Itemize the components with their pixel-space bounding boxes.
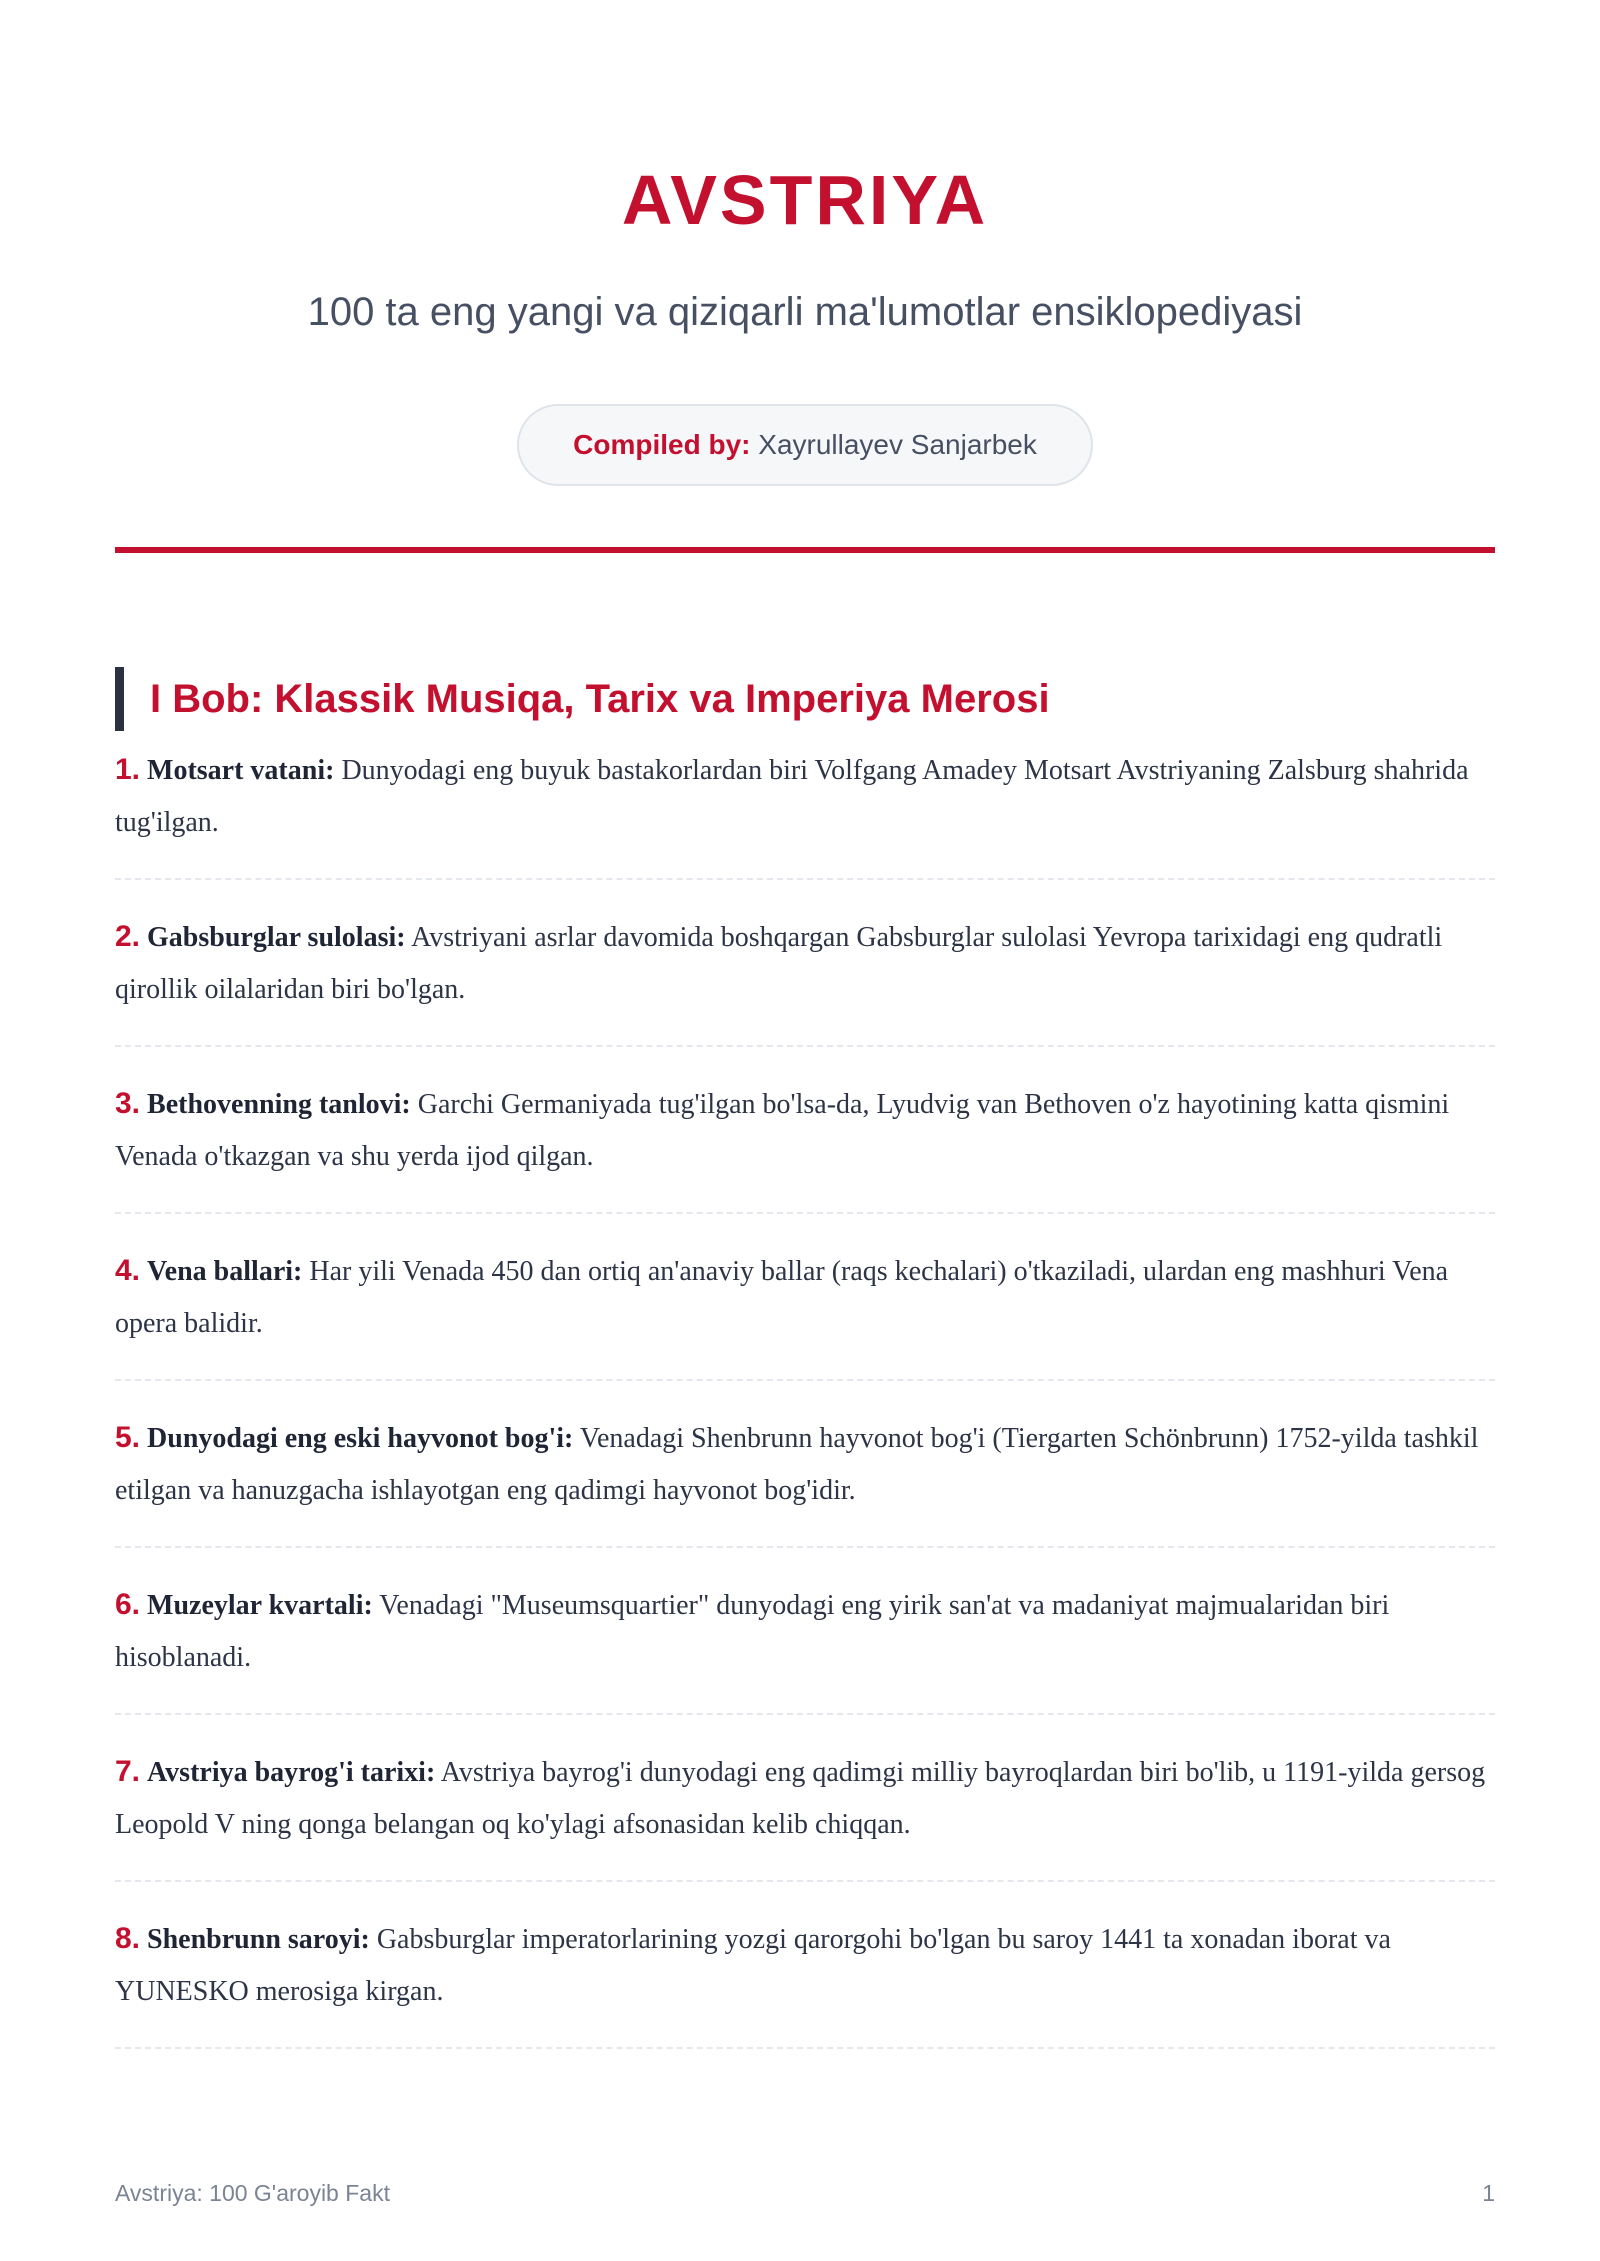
fact-item — [115, 1746, 1495, 1882]
fact-title: Shenbrunn saroyi: — [147, 1924, 370, 1955]
compiled-by-label: Compiled by: — [573, 429, 751, 460]
fact-number: 4. — [115, 1254, 141, 1287]
header-divider — [115, 547, 1495, 553]
compiled-by-badge — [517, 404, 1093, 486]
compiled-by-name: Xayrullayev Sanjarbek — [758, 429, 1037, 460]
fact-item — [115, 1412, 1495, 1548]
fact-text: Avstriyani asrlar davomida boshqargan Gabsburglar sulolasi Yevropa tarixidagi eng qudratli qirollik oilalaridan biri bo'lgan. — [115, 922, 1443, 1005]
fact-title: Gabsburglar sulolasi: — [147, 922, 406, 953]
fact-text: Har yili Venada 450 dan ortiq an'anaviy ballar (raqs kechalari) o'tkaziladi, ulardan eng mashhuri Vena opera balidir. — [115, 1256, 1449, 1339]
fact-number: 8. — [115, 1922, 141, 1955]
facts-list — [115, 744, 1495, 2080]
fact-title: Dunyodagi eng eski hayvonot bog'i: — [147, 1423, 574, 1454]
fact-title: Avstriya bayrog'i tarixi: — [147, 1757, 436, 1788]
fact-text: Garchi Germaniyada tug'ilgan bo'lsa-da, Lyudvig van Bethoven o'z hayotining katta qismini Venada o'tkazgan va shu yerda ijod qilgan. — [115, 1089, 1450, 1172]
page-subtitle: 100 ta eng yangi va qiziqarli ma'lumotlar ensiklopediyasi — [307, 290, 1303, 334]
fact-number: 3. — [115, 1087, 141, 1120]
fact-title: Vena ballari: — [147, 1256, 303, 1287]
footer-document-title: Avstriya: 100 G'aroyib Fakt — [115, 2180, 390, 2206]
fact-item — [115, 1913, 1495, 2049]
section-heading: I Bob: Klassik Musiqa, Tarix va Imperiya Merosi — [115, 667, 1050, 731]
fact-title: Muzeylar kvartali: — [147, 1590, 373, 1621]
fact-item — [115, 1245, 1495, 1381]
fact-item — [115, 1078, 1495, 1214]
page-title: AVSTRIYA — [621, 161, 989, 239]
fact-text: Gabsburglar imperatorlarining yozgi qarorgohi bo'lgan bu saroy 1441 ta xonadan iborat va YUNESKO merosiga kirgan. — [115, 1924, 1391, 2007]
fact-item — [115, 744, 1495, 880]
fact-number: 2. — [115, 920, 141, 953]
fact-title: Bethovenning tanlovi: — [147, 1089, 411, 1120]
fact-number: 5. — [115, 1421, 141, 1454]
fact-title: Motsart vatani: — [147, 755, 335, 786]
fact-number: 6. — [115, 1588, 141, 1621]
fact-text: Dunyodagi eng buyuk bastakorlardan biri Volfgang Amadey Motsart Avstriyaning Zalsburg shahrida tug'ilgan. — [115, 755, 1469, 838]
fact-text: Avstriya bayrog'i dunyodagi eng qadimgi milliy bayroqlardan biri bo'lib, u 1191-yilda gersog Leopold V ning qonga belangan oq ko'ylagi afsonasidan kelib chiqqan. — [115, 1757, 1486, 1840]
fact-item — [115, 911, 1495, 1047]
fact-item — [115, 1579, 1495, 1715]
fact-number: 1. — [115, 753, 141, 786]
page-number: 1 — [1482, 2180, 1495, 2206]
fact-number: 7. — [115, 1755, 141, 1788]
fact-text: Venadagi Shenbrunn hayvonot bog'i (Tiergarten Schönbrunn) 1752-yilda tashkil etilgan va hanuzgacha ishlayotgan eng qadimgi hayvonot bog'idir. — [115, 1423, 1479, 1506]
fact-text: Venadagi "Museumsquartier" dunyodagi eng yirik san'at va madaniyat majmualaridan biri hisoblanadi. — [115, 1590, 1390, 1673]
